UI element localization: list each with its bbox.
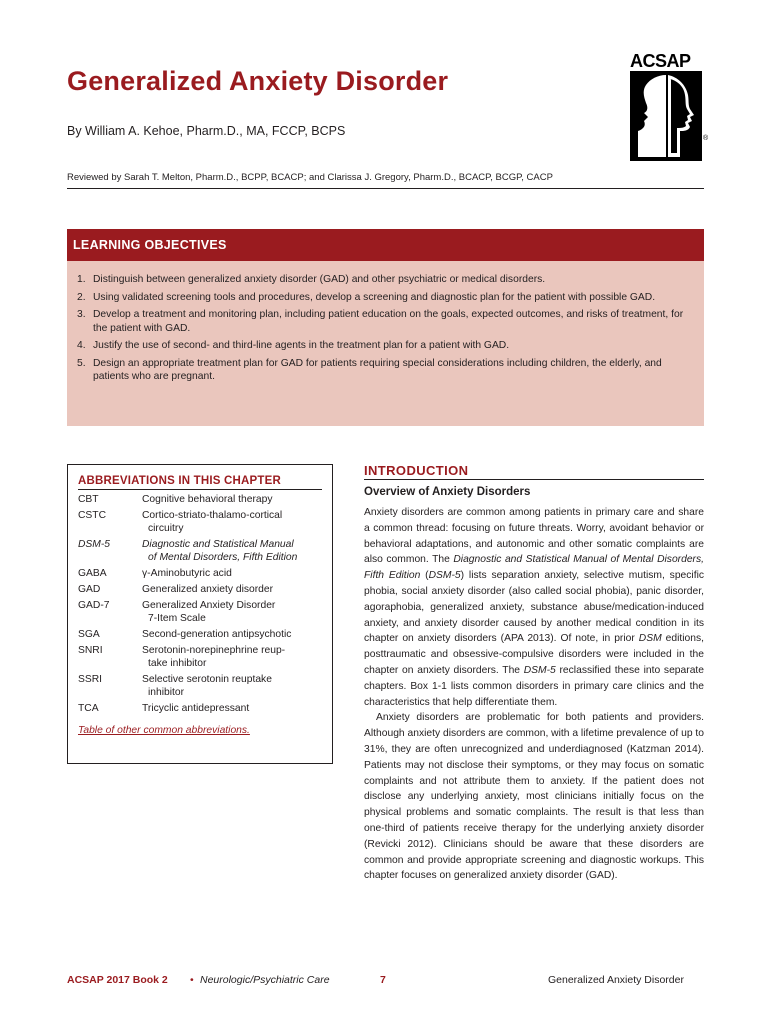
- footer-series: ACSAP 2017 Book 2: [67, 974, 168, 986]
- abbreviation-row: DSM-5 Diagnostic and Statistical Manual of Mental Disorders, Fifth Edition: [78, 539, 298, 563]
- paragraph: Anxiety disorders are problematic for both patients and providers. Although anxiety disorders are common, with a lifetime prevalence of up to 31%, they are often unrecognized and underdiagnosed (Katzman 2014). Patients may not disclose their symptoms, or they may focus on somatic complaints and not attribute them to anxiety. If the patient does not disclose any underlying anxiety, most clinicians initially focus on the physical problems and somatic complaints. The result is that less than one-third of patients receive therapy for the underlying anxiety disorder (Revicki 2012). Clinicians should be aware that these disorders are common and provide appropriate screening and diagnostic workups. This chapter focuses on generalized anxiety disorder (GAD).: [364, 712, 704, 882]
- abbreviation-row: SNRI Serotonin-norepinephrine reup- take inhibitor: [78, 645, 286, 669]
- abbreviation-row: SGA Second-generation antipsychotic: [78, 629, 292, 640]
- abbreviations-table-link[interactable]: Table of other common abbreviations.: [78, 725, 250, 736]
- abbreviation-row: CBT Cognitive behavioral therapy: [78, 494, 273, 505]
- header-divider: [67, 188, 704, 189]
- learning-objectives-heading: LEARNING OBJECTIVES: [67, 229, 704, 261]
- abbreviation-row: GAD Generalized anxiety disorder: [78, 584, 274, 595]
- list-item: 3. Develop a treatment and monitoring plan, including patient education on the goals, expected outcomes, and risks of treatment, for the patient with GAD.: [77, 309, 684, 334]
- learning-objectives-list: [77, 273, 694, 384]
- footer-chapter-title: Generalized Anxiety Disorder: [548, 974, 684, 986]
- abbreviations-heading: ABBREVIATIONS IN THIS CHAPTER: [78, 475, 322, 490]
- page-number: 7: [380, 974, 386, 986]
- abbreviation-row: CSTC Cortico-striato-thalamo-cortical circuitry: [78, 510, 283, 534]
- abbreviation-row: SSRI Selective serotonin reuptake inhibitor: [78, 674, 272, 698]
- footer-topic: Neurologic/Psychiatric Care: [200, 974, 330, 986]
- abbreviation-row: GABA γ-Aminobutyric acid: [78, 568, 232, 579]
- list-item: 2. Using validated screening tools and procedures, develop a screening and diagnostic plan for the patient with possible GAD.: [77, 291, 656, 303]
- paragraph: Anxiety disorders are common among patients in primary care and share a common thread: focusing on future threats. Worry, avoidant behavior or behavioral adaptations, and autonomic and other somatic complaints are also common. The Diagnostic and Statistical Manual of Mental Disorders, Fifth Edition (DSM-5) lists separation anxiety, selective mutism, specific phobia, social anxiety disorder (also called social phobia), panic disorder, agoraphobia, generalized anxiety, substance abuse/medication-induced anxiety, and anxiety disorder caused by another medical condition in its chapter on anxiety disorders (APA 2013). Of note, in prior DSM editions, posttraumatic and obsessive-compulsive disorders were included in the chapter on anxiety disorders. The DSM-5 reclassified these into separate chapters. Box 1-1 lists common disorders in primary care clinics and the characteristics that help differentiate them.: [364, 507, 705, 708]
- learning-objectives-box: [67, 261, 704, 426]
- introduction-divider: [364, 479, 704, 480]
- author-line: By William A. Kehoe, Pharm.D., MA, FCCP, BCPS: [67, 124, 346, 138]
- list-item: 1. Distinguish between generalized anxiety disorder (GAD) and other psychiatric or medical disorders.: [77, 274, 546, 285]
- footer-separator: •: [190, 974, 194, 986]
- introduction-subheading: Overview of Anxiety Disorders: [364, 486, 531, 498]
- introduction-body: [364, 505, 704, 884]
- logo-text: ACSAP: [630, 51, 691, 71]
- acsap-logo: [630, 51, 709, 161]
- list-item: 4. Justify the use of second- and third-line agents in the treatment plan for a patient with GAD.: [77, 340, 510, 351]
- abbreviation-row: GAD-7 Generalized Anxiety Disorder 7-Item Scale: [78, 600, 276, 624]
- logo-faces-icon: [630, 71, 702, 161]
- abbreviations-box: [67, 464, 333, 764]
- list-item: 5. Design an appropriate treatment plan for GAD for patients requiring special considerations including children, the elderly, and patients who are pregnant.: [77, 357, 662, 382]
- page-title: Generalized Anxiety Disorder: [67, 66, 449, 96]
- abbreviation-row: TCA Tricyclic antidepressant: [78, 703, 250, 714]
- reviewers-line: Reviewed by Sarah T. Melton, Pharm.D., BCPP, BCACP; and Clarissa J. Gregory, Pharm.D., BCACP, BCGP, CACP: [67, 172, 553, 183]
- registered-mark: ®: [703, 135, 709, 142]
- introduction-heading: INTRODUCTION: [364, 463, 469, 478]
